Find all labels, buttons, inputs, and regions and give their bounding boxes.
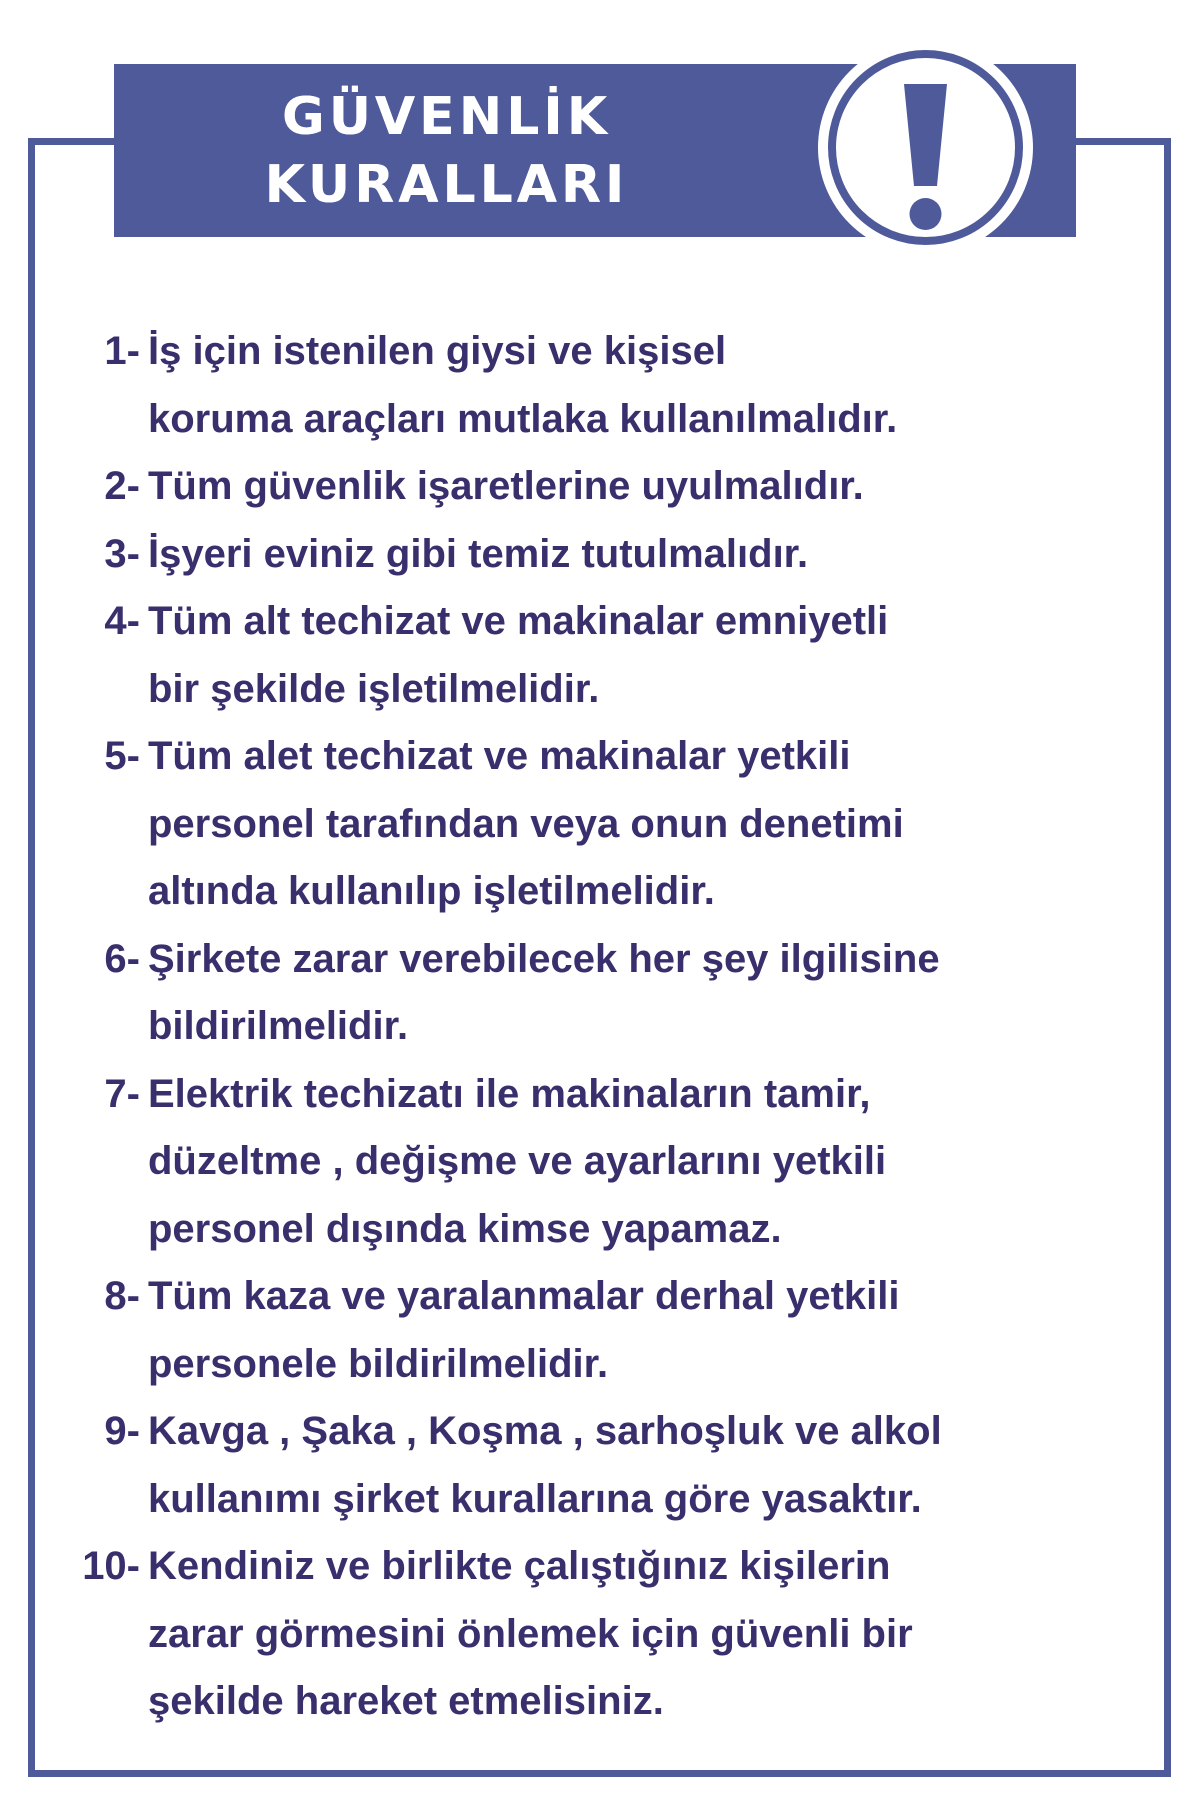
rule-item	[60, 521, 1140, 589]
rule-text: Tüm alet techizat ve makinalar yetkili personel tarafından veya onun denetimi altında kullanılıp işletilmelidir.	[148, 734, 904, 913]
rule-item	[60, 1061, 1140, 1264]
rule-number: 8-	[104, 1274, 140, 1318]
rule-number: 2-	[104, 464, 140, 508]
rule-item	[60, 318, 1140, 453]
rules-list	[60, 318, 1140, 1736]
rule-item	[60, 1533, 1140, 1736]
rule-text: Tüm güvenlik işaretlerine uyulmalıdır.	[148, 464, 864, 508]
rule-text: Tüm kaza ve yaralanmalar derhal yetkili personele bildirilmelidir.	[148, 1274, 900, 1386]
rule-item	[60, 453, 1140, 521]
rule-item	[60, 588, 1140, 723]
rule-text: Elektrik techizatı ile makinaların tamir, düzeltme , değişme ve ayarlarını yetkili personel dışında kimse yapamaz.	[148, 1071, 887, 1251]
rule-text: İş için istenilen giysi ve kişisel koruma araçları mutlaka kullanılmalıdır.	[148, 329, 898, 441]
rule-number: 4-	[104, 599, 140, 643]
title-line-1: GÜVENLİK	[282, 86, 611, 147]
rule-text: Kavga , Şaka , Koşma , sarhoşluk ve alkol kullanımı şirket kurallarına göre yasaktır.	[148, 1409, 942, 1521]
rule-text: Şirkete zarar verebilecek her şey ilgilisine bildirilmelidir.	[148, 936, 940, 1048]
exclamation-icon	[818, 40, 1033, 255]
rule-text: İşyeri eviniz gibi temiz tutulmalıdır.	[148, 531, 809, 576]
warning-badge	[818, 40, 1033, 255]
rule-number: 3-	[104, 531, 140, 576]
rule-item	[60, 1263, 1140, 1398]
rule-number: 10-	[82, 1544, 140, 1588]
rule-text: Tüm alt techizat ve makinalar emniyetli bir şekilde işletilmelidir.	[148, 599, 889, 711]
rule-item	[60, 926, 1140, 1061]
rule-text: Kendiniz ve birlikte çalıştığınız kişilerin zarar görmesini önlemek için güvenli bir şekilde hareket etmelisiniz.	[148, 1544, 913, 1723]
rule-item	[60, 1398, 1140, 1533]
rule-number: 5-	[104, 734, 140, 778]
rule-number: 9-	[104, 1409, 140, 1453]
sign-title	[114, 64, 779, 237]
rule-number: 1-	[104, 329, 140, 373]
title-line-2: KURALLARI	[264, 154, 629, 215]
rule-number: 7-	[104, 1071, 140, 1116]
rule-number: 6-	[104, 936, 140, 981]
rule-item	[60, 723, 1140, 926]
